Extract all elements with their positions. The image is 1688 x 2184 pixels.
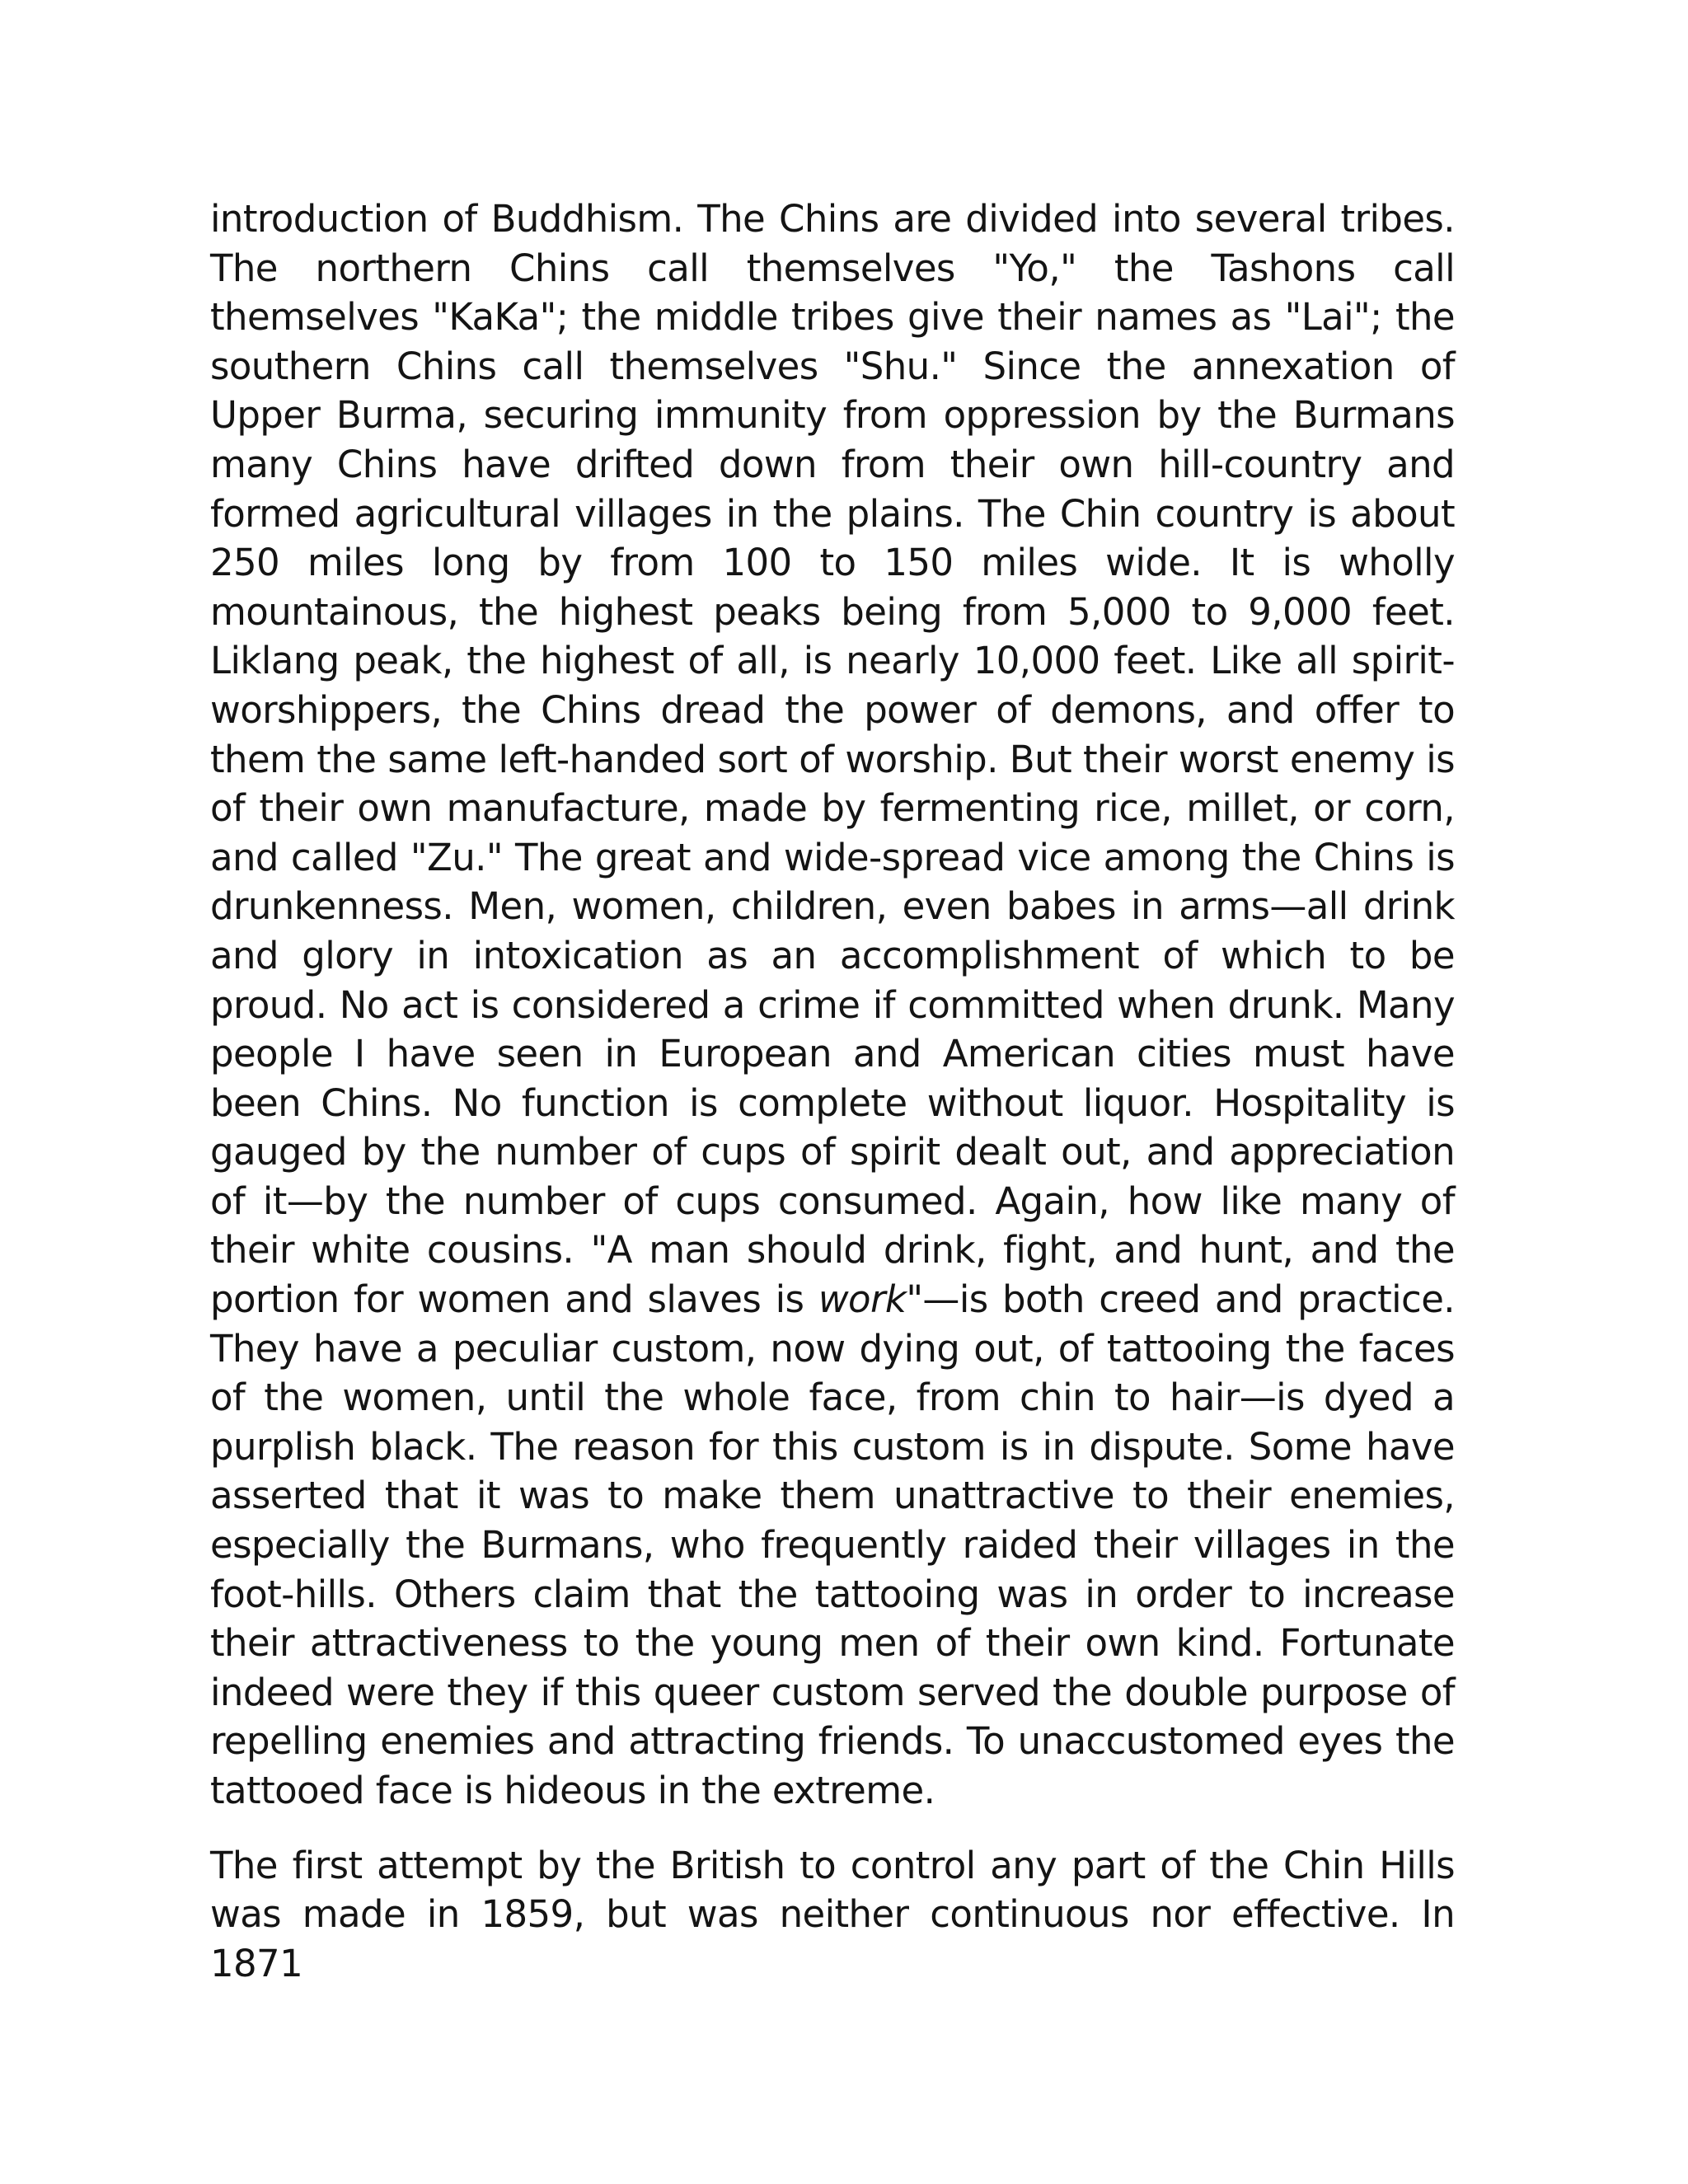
paragraph-text: The first attempt by the British to control any part of the Chin Hills was made in 1859, but was neither continuous nor effective. In 1871: [210, 1843, 1455, 1985]
document-page: [210, 194, 1455, 1988]
paragraph-text: "—is both creed and practice. They have a peculiar custom, now dying out, of tattooing the faces of the women, until the whole face, from chin to hair—is dyed a purplish black. The reason for this custom is in dispute. Some have asserted that it was to make them unattractive to their enemies, especially the Burmans, who frequently raided their villages in the foot-hills. Others claim that the tattooing was in order to increase their attractiveness to the young men of their own kind. Fortunate indeed were they if this queer custom served the double purpose of repelling enemies and attracting friends. To unaccustomed eyes the tattooed face is hideous in the extreme.: [210, 1277, 1455, 1812]
italic-emphasis-work: work: [818, 1277, 907, 1322]
paragraph-text: introduction of Buddhism. The Chins are divided into several tribes. The northern Chins call themselves "Yo," the Tashons call themselves "KaKa"; the middle tribes give their names as "Lai"; the southern Chins call themselves "Shu." Since the annexation of Upper Burma, securing immunity from oppression by the Burmans many Chins have drifted down from their own hill-country and formed agricultural villages in the plains. The Chin country is about 250 miles long by from 100 to 150 miles wide. It is wholly mountainous, the highest peaks being from 5,000 to 9,000 feet. Liklang peak, the highest of all, is nearly 10,000 feet. Like all spirit-worshippers, the Chins dread the power of demons, and offer to them the same left-handed sort of worship. But their worst enemy is of their own manufacture, made by fermenting rice, millet, or corn, and called "Zu." The great and wide-spread vice among the Chins is drunkenness. Men, women, children, even babes in arms—all drink and glory in intoxication as an accomplishment of which to be proud. No act is considered a crime if committed when drunk. Many people I have seen in European and American cities must have been Chins. No function is complete without liquor. Hospitality is gauged by the number of cups of spirit dealt out, and appreciation of it—by the number of cups consumed. Again, how like many of their white cousins. "A man should drink, fight, and hunt, and the portion for women and slaves is: [210, 197, 1455, 1322]
paragraph-british-control: [210, 1841, 1455, 1989]
paragraph-chins-customs: [210, 194, 1455, 1816]
